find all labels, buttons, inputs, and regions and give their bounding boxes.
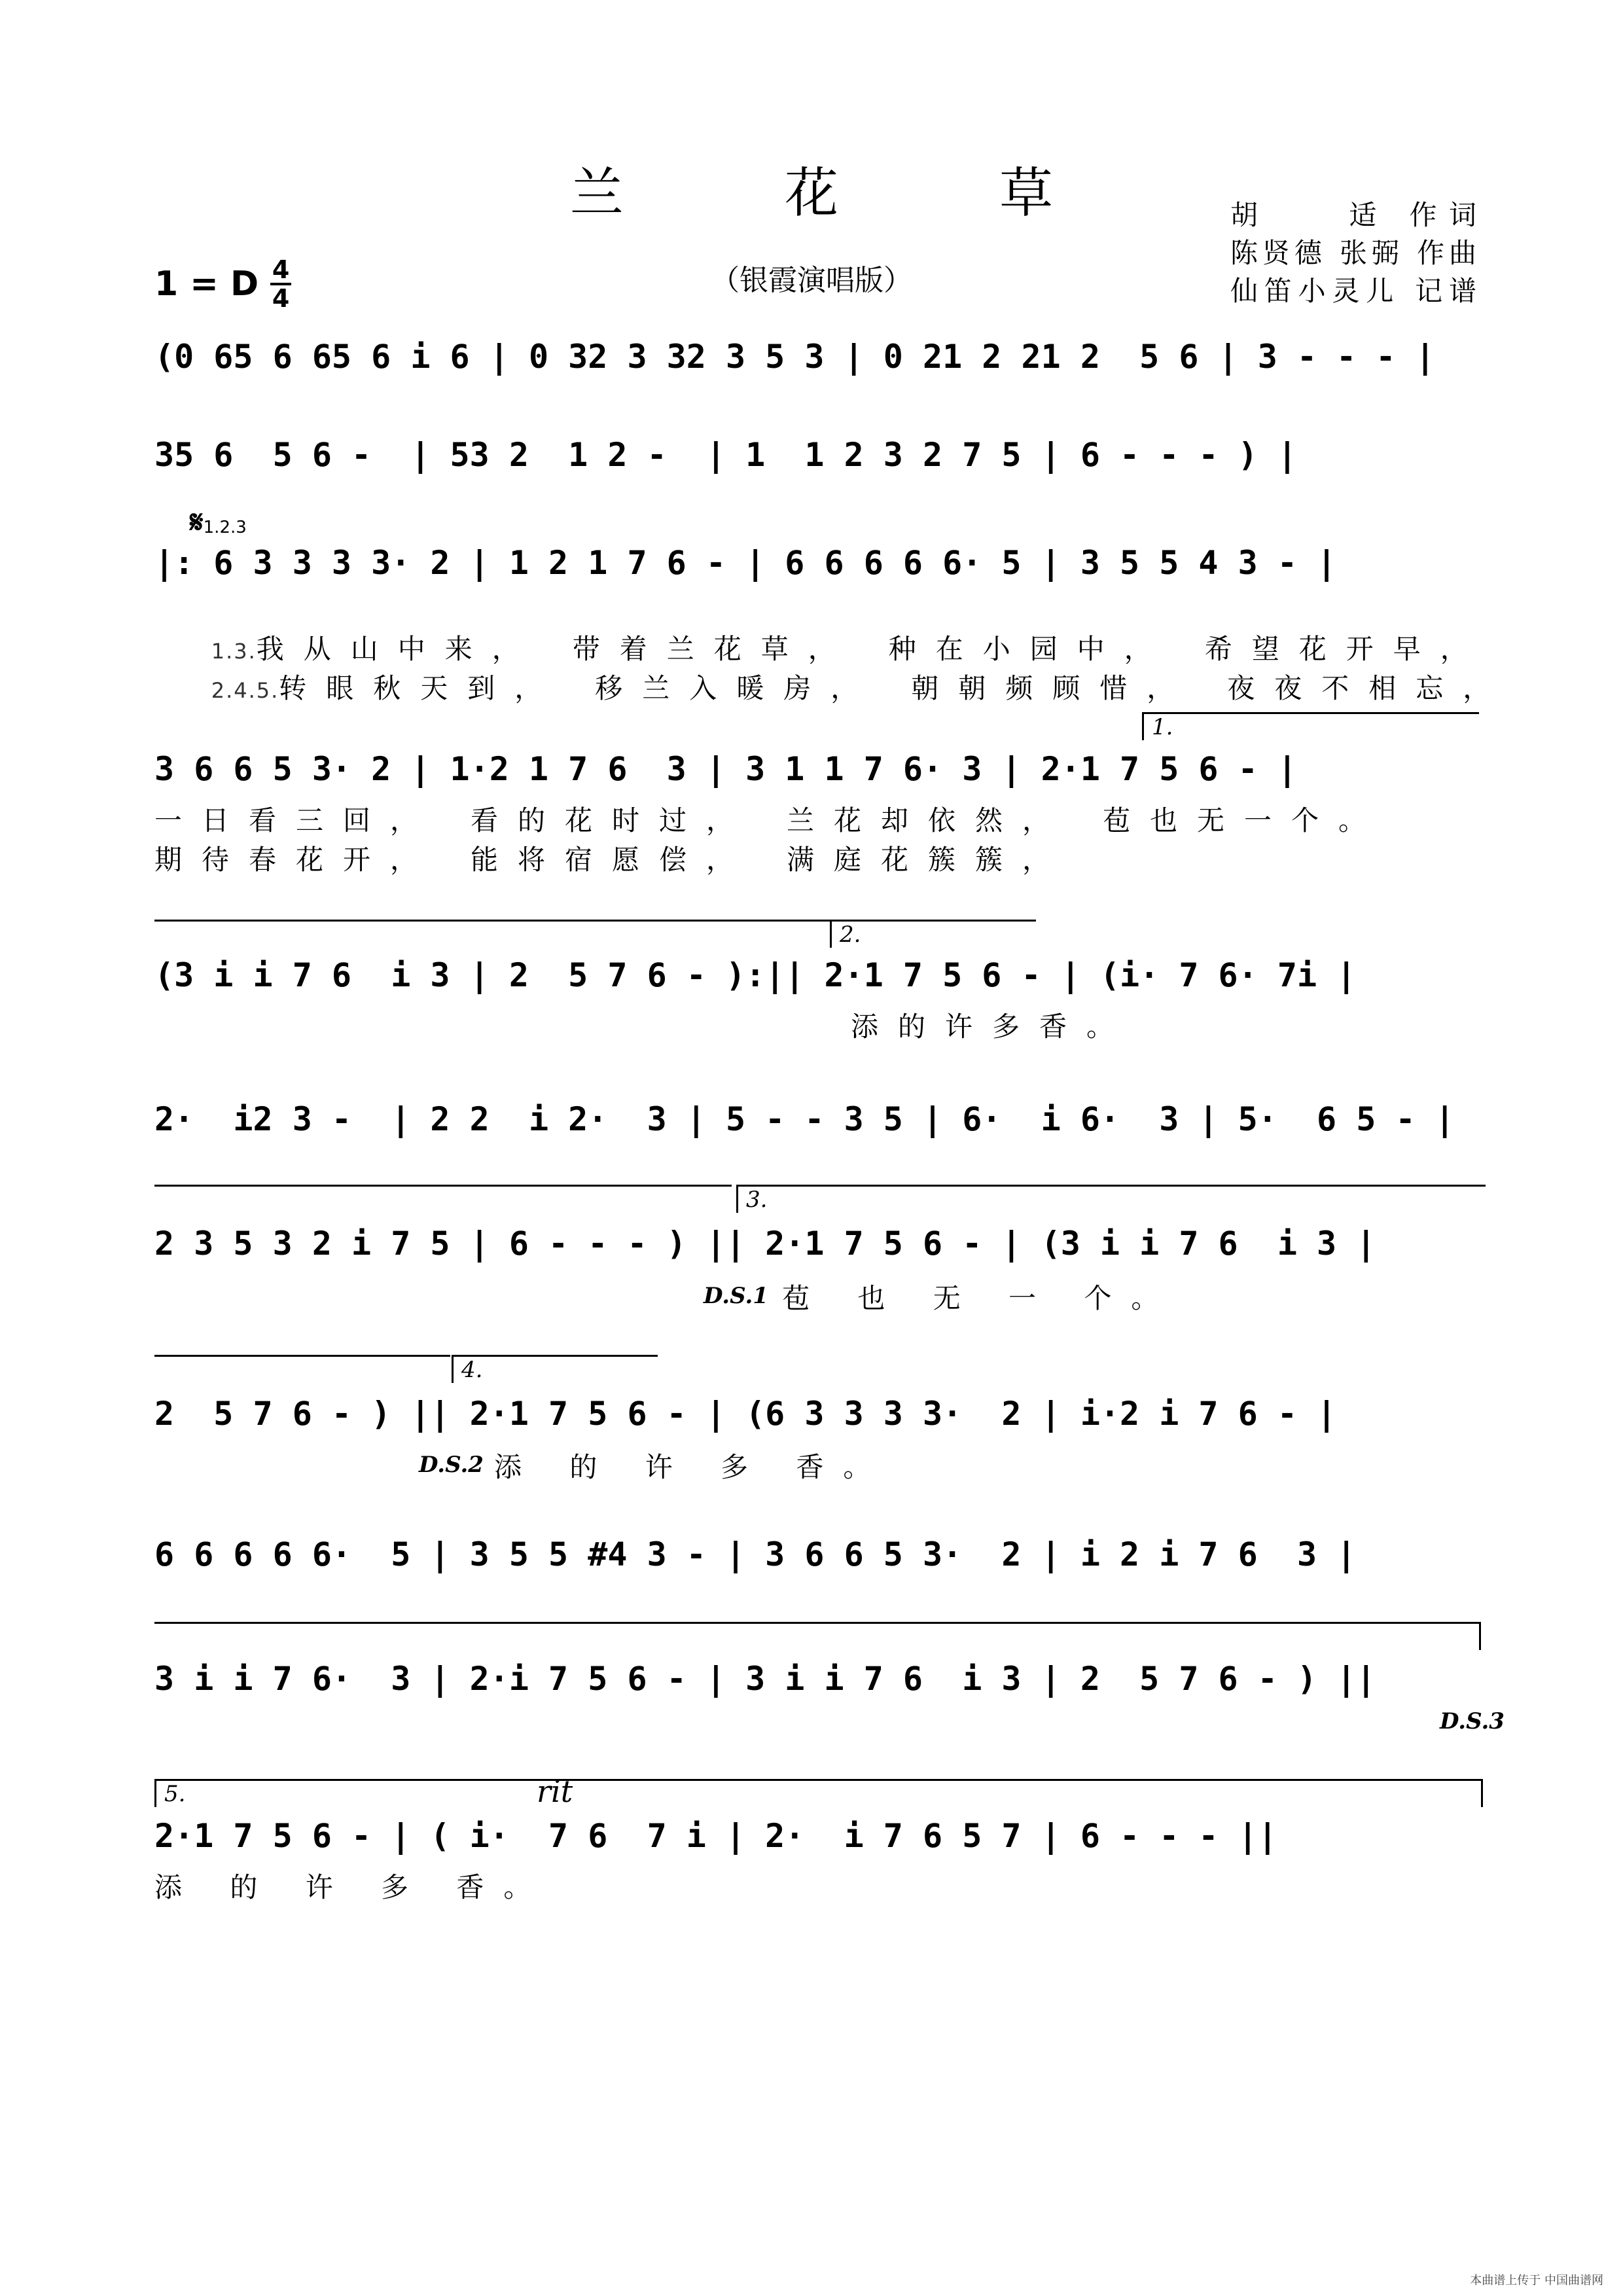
staff-row-11: 2·1 7 5 6 - | ( i· 7 6 7 i | 2· i 7 6 5 7 | 6 - - - || xyxy=(154,1817,1277,1855)
time-numerator: 4 xyxy=(272,255,290,284)
ds-3-mark: D.S.3 xyxy=(1440,1708,1505,1734)
staff-row-5: (3 i i 7 6 i 3 | 2 5 7 6 - ):|| 2·1 7 5 6 - | (i· 7 6· 7i | xyxy=(154,956,1357,994)
segno-icon: 𝄋 xyxy=(190,504,204,541)
ending-5: 5. xyxy=(154,1779,1483,1807)
ds-2-mark: D.S.2 xyxy=(419,1452,484,1478)
subtitle: （银霞演唱版） xyxy=(711,264,912,297)
lyrics-row-7: 苞 也 无 一 个。 xyxy=(782,1282,1179,1314)
lyrics-line: 转眼秋天到， 移兰入暖房， 朝朝频顾惜， 夜夜不相忘， xyxy=(279,672,1510,704)
staff-row-7: 2 3 5 3 2 i 7 5 | 6 - - - ) || 2·1 7 5 6 - | (3 i i 7 6 i 3 | xyxy=(154,1225,1376,1263)
staff-row-9: 6 6 6 6 6· 5 | 3 5 5 #4 3 - | 3 6 6 5 3· 2 | i 2 i 7 6 3 | xyxy=(154,1535,1357,1573)
composer-credit: 陈贤德 张弼 作曲 xyxy=(1230,237,1479,269)
rit-marking: rit xyxy=(537,1774,573,1809)
lyrics-line: 我从山中来， 带着兰花草， 种在小园中， 希望花开早， xyxy=(256,633,1488,665)
ending-1: 1. xyxy=(1142,712,1479,740)
time-denominator: 4 xyxy=(272,284,290,313)
lyrics-row-11: 添 的 许 多 香。 xyxy=(154,1871,551,1903)
time-signature xyxy=(270,257,291,312)
verse-number: 2.4.5. xyxy=(211,678,279,703)
key-signature xyxy=(154,257,291,312)
lyricist-credit: 胡 适 作词 xyxy=(1230,199,1479,231)
staff-row-4: 3 6 6 5 3· 2 | 1·2 1 7 6 3 | 3 1 1 7 6· 3 | 2·1 7 5 6 - | xyxy=(154,750,1297,788)
ending-3: 3. xyxy=(736,1185,1486,1213)
lyrics-row-4a: 一日看三回， 看的花时过， 兰花却依然， 苞也无一个。 xyxy=(154,804,1386,836)
staff-row-3: |: 6 3 3 3 3· 2 | 1 2 1 7 6 - | 6 6 6 6 6· 5 | 3 5 5 4 3 - | xyxy=(154,544,1337,582)
staff-row-8: 2 5 7 6 - ) || 2·1 7 5 6 - | (6 3 3 3 3· 2 | i·2 i 7 6 - | xyxy=(154,1395,1337,1433)
ending-2: 2. xyxy=(830,920,1036,948)
lyrics-row-5: 添的许多香。 xyxy=(851,1011,1134,1043)
transcriber-credit: 仙笛小灵儿 记谱 xyxy=(1230,275,1479,307)
staff-row-2: 35 6 5 6 - | 53 2 1 2 - | 1 1 2 3 2 7 5 | 6 - - - ) | xyxy=(154,436,1297,474)
staff-row-6: 2· i2 3 - | 2 2 i 2· 3 | 5 - - 3 5 | 6· i 6· 3 | 5· 6 5 - | xyxy=(154,1100,1455,1138)
key-label: 1 = D xyxy=(154,264,259,304)
staff-row-10: 3 i i 7 6· 3 | 2·i 7 5 6 - | 3 i i 7 6 i 3 | 2 5 7 6 - ) || xyxy=(154,1660,1376,1698)
lyrics-row-8: 添 的 许 多 香。 xyxy=(494,1451,891,1483)
footer-watermark: 本曲谱上传于 中国曲谱网 xyxy=(1470,2274,1603,2287)
lyrics-row-3b xyxy=(154,632,1510,709)
credits xyxy=(1230,196,1479,310)
song-title: 兰 花 草 xyxy=(569,162,1126,224)
segno-label: 1.2.3 xyxy=(203,518,247,537)
lyrics-row-4b: 期待春花开， 能将宿愿偿， 满庭花簇簇， xyxy=(154,844,1070,876)
ending-4: 4. xyxy=(452,1355,658,1383)
verse-number: 1.3. xyxy=(211,639,257,664)
ds-1-mark: D.S.1 xyxy=(704,1283,768,1309)
staff-row-1: (0 65 6 65 6 i 6 | 0 32 3 32 3 5 3 | 0 21 2 21 2 5 6 | 3 - - - | xyxy=(154,338,1435,376)
